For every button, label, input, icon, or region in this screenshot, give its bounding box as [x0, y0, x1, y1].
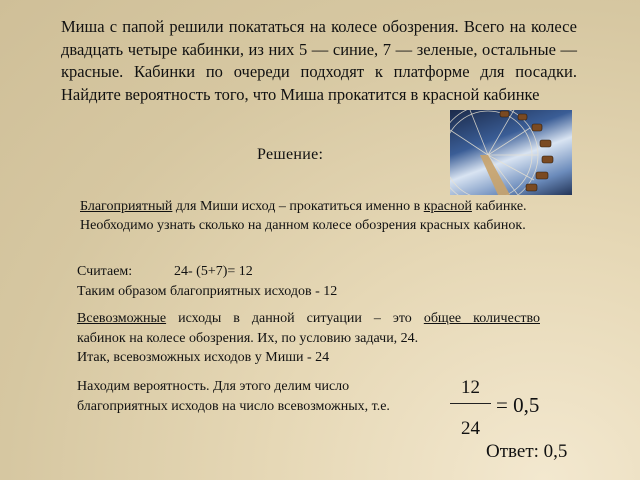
term-total-count: общее количество [423, 311, 540, 326]
calculation-block [77, 262, 337, 302]
term-all-possible: Всевозможные [77, 311, 167, 326]
probability-text [77, 377, 437, 416]
favorable-outcome-text [80, 197, 535, 235]
probability-line2: благоприятных исходов на число всевозможных, т.е. [77, 398, 390, 414]
ferris-wheel-image [450, 110, 572, 195]
all-outcomes-text-a: исходы в данной ситуации – это [166, 311, 424, 326]
fraction-bar [450, 403, 491, 404]
all-outcomes-line1 [77, 309, 540, 329]
all-outcomes-line3: Итак, всевозможных исходов у Миши - 24 [77, 350, 330, 365]
favorable-text-b: кабинке. Необходимо узнать сколько на данном колесе обозрения красных кабинок. [80, 199, 527, 233]
probability-line1: Находим вероятность. Для этого делим число [77, 379, 350, 394]
term-red: красной [423, 199, 472, 214]
all-outcomes-text [77, 309, 540, 368]
calc-summary: Таким образом благоприятных исходов - 12 [77, 284, 338, 299]
calc-label: Считаем: [77, 264, 133, 279]
fraction-denominator: 24 [461, 418, 480, 439]
solution-heading: Решение: [257, 146, 324, 163]
all-outcomes-line2: кабинок на колесе обозрения. Их, по условию задачи, 24. [77, 330, 419, 346]
answer: Ответ: 0,5 [486, 441, 568, 462]
probability-result: = 0,5 [496, 393, 540, 417]
task-text: Миша с папой решили покататься на колесе обозрения. Всего на колесе двадцать четыре кабинки, из них 5 — синие, 7 — зеленые, остальные — красные. Кабинки по очереди подходят к платформе для посадки. Найдите вероятность того, что Миша прокатится в красной кабинке [61, 17, 577, 104]
term-favorable: Благоприятный [80, 199, 173, 214]
ferris-wheel-icon [450, 110, 572, 195]
fraction-numerator: 12 [461, 377, 480, 398]
favorable-text-a: для Миши исход – прокатиться именно в [172, 199, 424, 214]
calc-expression: 24- (5+7)= 12 [174, 264, 253, 279]
fraction [448, 377, 493, 440]
